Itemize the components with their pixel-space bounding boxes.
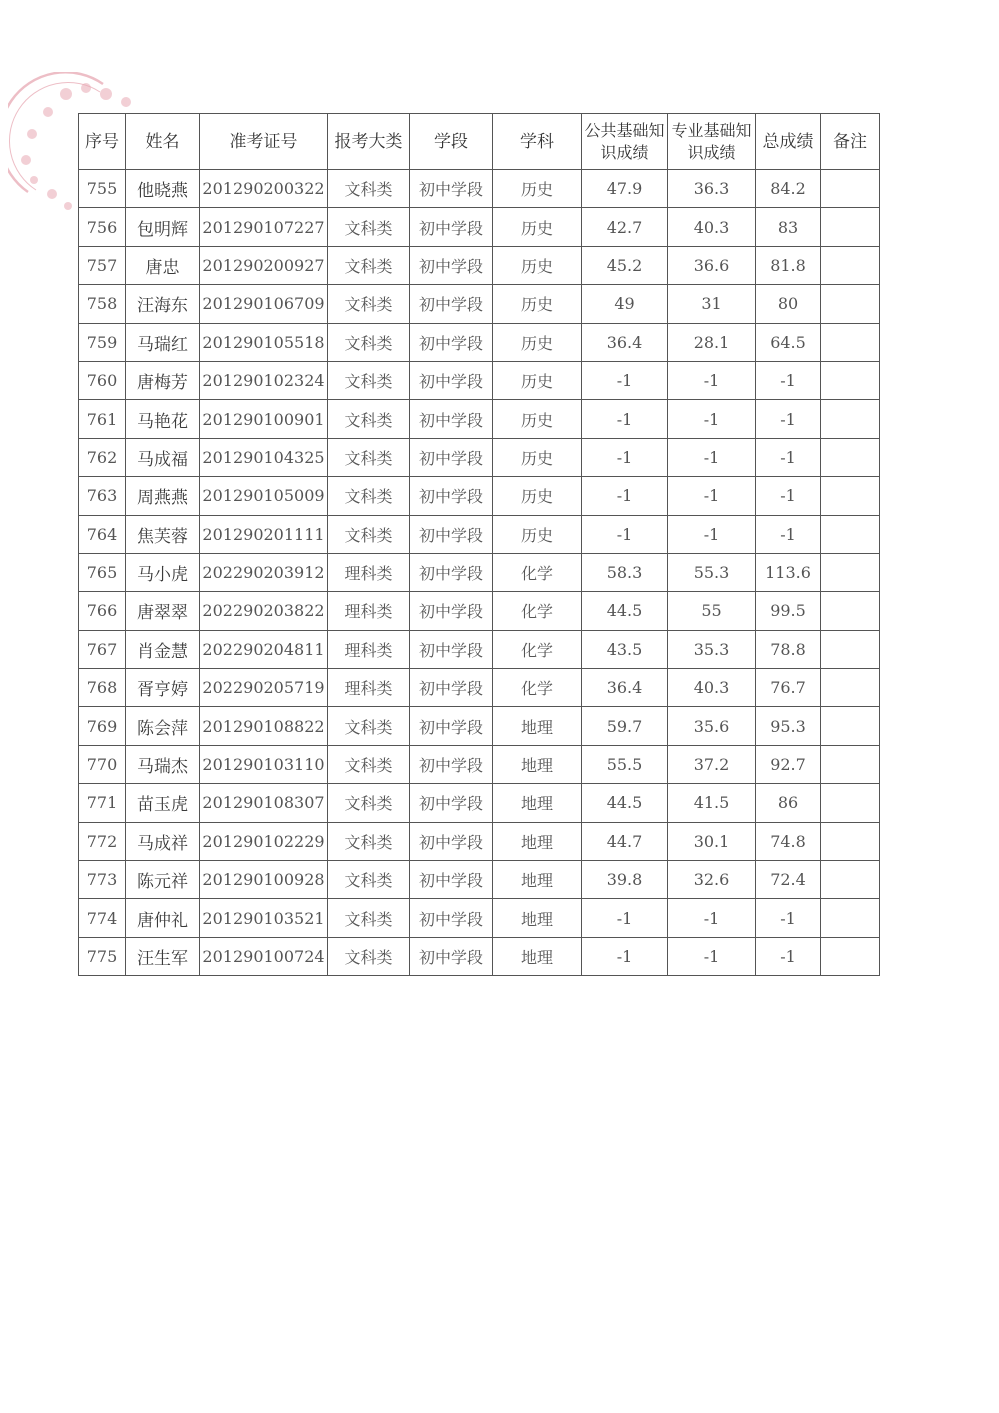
cell-exam-id: 201290100724 [200, 937, 328, 975]
cell-public-score: 59.7 [582, 707, 668, 745]
cell-exam-id: 202290204811 [200, 630, 328, 668]
header-stage: 学段 [410, 114, 493, 170]
cell-subject: 化学 [493, 630, 582, 668]
table-row [79, 553, 880, 591]
cell-name: 陈元祥 [126, 861, 200, 899]
cell-total: 99.5 [756, 592, 821, 630]
cell-public-score: -1 [582, 937, 668, 975]
cell-category: 文科类 [328, 438, 410, 476]
score-table [78, 113, 880, 976]
table-body [79, 170, 880, 976]
cell-seq: 765 [79, 553, 126, 591]
cell-subject: 地理 [493, 822, 582, 860]
cell-remarks [821, 899, 880, 937]
cell-professional-score: 30.1 [668, 822, 756, 860]
cell-public-score: 44.5 [582, 784, 668, 822]
cell-seq: 755 [79, 170, 126, 208]
cell-professional-score: -1 [668, 899, 756, 937]
table-row [79, 899, 880, 937]
cell-stage: 初中学段 [410, 438, 493, 476]
cell-total: 78.8 [756, 630, 821, 668]
cell-category: 理科类 [328, 553, 410, 591]
cell-subject: 地理 [493, 861, 582, 899]
cell-exam-id: 201290104325 [200, 438, 328, 476]
cell-name: 汪海东 [126, 285, 200, 323]
cell-exam-id: 202290205719 [200, 669, 328, 707]
cell-seq: 761 [79, 400, 126, 438]
header-exam-id: 准考证号 [200, 114, 328, 170]
cell-exam-id: 201290103521 [200, 899, 328, 937]
cell-exam-id: 202290203912 [200, 553, 328, 591]
cell-subject: 化学 [493, 669, 582, 707]
cell-exam-id: 201290201111 [200, 515, 328, 553]
cell-subject: 地理 [493, 745, 582, 783]
cell-stage: 初中学段 [410, 553, 493, 591]
cell-stage: 初中学段 [410, 323, 493, 361]
cell-stage: 初中学段 [410, 208, 493, 246]
cell-total: -1 [756, 515, 821, 553]
cell-public-score: -1 [582, 477, 668, 515]
cell-name: 马瑞杰 [126, 745, 200, 783]
cell-name: 包明辉 [126, 208, 200, 246]
cell-exam-id: 201290100901 [200, 400, 328, 438]
cell-public-score: 39.8 [582, 861, 668, 899]
cell-stage: 初中学段 [410, 707, 493, 745]
cell-name: 唐忠 [126, 246, 200, 284]
cell-remarks [821, 285, 880, 323]
cell-seq: 757 [79, 246, 126, 284]
cell-subject: 历史 [493, 170, 582, 208]
header-category: 报考大类 [328, 114, 410, 170]
cell-professional-score: 35.6 [668, 707, 756, 745]
cell-remarks [821, 400, 880, 438]
header-row [79, 114, 880, 170]
cell-name: 汪生军 [126, 937, 200, 975]
cell-category: 文科类 [328, 745, 410, 783]
cell-name: 马瑞红 [126, 323, 200, 361]
cell-seq: 767 [79, 630, 126, 668]
cell-total: 92.7 [756, 745, 821, 783]
cell-total: -1 [756, 937, 821, 975]
cell-remarks [821, 208, 880, 246]
cell-remarks [821, 937, 880, 975]
cell-name: 马小虎 [126, 553, 200, 591]
cell-total: 81.8 [756, 246, 821, 284]
cell-subject: 地理 [493, 707, 582, 745]
cell-total: 64.5 [756, 323, 821, 361]
table-row [79, 784, 880, 822]
cell-exam-id: 201290106709 [200, 285, 328, 323]
cell-total: -1 [756, 400, 821, 438]
cell-seq: 774 [79, 899, 126, 937]
cell-name: 马成祥 [126, 822, 200, 860]
cell-total: 74.8 [756, 822, 821, 860]
cell-public-score: -1 [582, 361, 668, 399]
cell-professional-score: 32.6 [668, 861, 756, 899]
cell-remarks [821, 861, 880, 899]
cell-professional-score: 55.3 [668, 553, 756, 591]
cell-name: 马艳花 [126, 400, 200, 438]
cell-public-score: 45.2 [582, 246, 668, 284]
cell-seq: 768 [79, 669, 126, 707]
cell-professional-score: 31 [668, 285, 756, 323]
cell-category: 文科类 [328, 899, 410, 937]
cell-name: 他晓燕 [126, 170, 200, 208]
cell-public-score: 55.5 [582, 745, 668, 783]
cell-professional-score: 35.3 [668, 630, 756, 668]
cell-subject: 历史 [493, 438, 582, 476]
table-row [79, 592, 880, 630]
cell-total: -1 [756, 477, 821, 515]
table-row [79, 937, 880, 975]
cell-public-score: -1 [582, 400, 668, 438]
cell-professional-score: 40.3 [668, 208, 756, 246]
cell-category: 文科类 [328, 208, 410, 246]
cell-total: 83 [756, 208, 821, 246]
cell-stage: 初中学段 [410, 477, 493, 515]
cell-stage: 初中学段 [410, 400, 493, 438]
cell-category: 文科类 [328, 400, 410, 438]
cell-name: 周燕燕 [126, 477, 200, 515]
cell-seq: 775 [79, 937, 126, 975]
cell-name: 马成福 [126, 438, 200, 476]
cell-total: 84.2 [756, 170, 821, 208]
cell-exam-id: 201290102229 [200, 822, 328, 860]
cell-exam-id: 201290107227 [200, 208, 328, 246]
cell-public-score: -1 [582, 438, 668, 476]
cell-stage: 初中学段 [410, 361, 493, 399]
cell-remarks [821, 477, 880, 515]
cell-remarks [821, 745, 880, 783]
cell-total: 86 [756, 784, 821, 822]
cell-remarks [821, 553, 880, 591]
cell-public-score: -1 [582, 515, 668, 553]
cell-subject: 历史 [493, 400, 582, 438]
cell-category: 文科类 [328, 937, 410, 975]
cell-category: 理科类 [328, 630, 410, 668]
header-remarks: 备注 [821, 114, 880, 170]
cell-stage: 初中学段 [410, 937, 493, 975]
cell-subject: 历史 [493, 285, 582, 323]
cell-stage: 初中学段 [410, 861, 493, 899]
table-row [79, 361, 880, 399]
cell-professional-score: 40.3 [668, 669, 756, 707]
table-row [79, 822, 880, 860]
table-row [79, 208, 880, 246]
cell-subject: 地理 [493, 937, 582, 975]
table-row [79, 170, 880, 208]
cell-public-score: 58.3 [582, 553, 668, 591]
cell-seq: 771 [79, 784, 126, 822]
cell-name: 胥亨婷 [126, 669, 200, 707]
cell-exam-id: 201290200927 [200, 246, 328, 284]
cell-subject: 历史 [493, 246, 582, 284]
cell-seq: 766 [79, 592, 126, 630]
cell-professional-score: -1 [668, 515, 756, 553]
cell-category: 文科类 [328, 477, 410, 515]
cell-name: 唐梅芳 [126, 361, 200, 399]
cell-professional-score: -1 [668, 477, 756, 515]
cell-remarks [821, 438, 880, 476]
cell-subject: 历史 [493, 477, 582, 515]
cell-public-score: 42.7 [582, 208, 668, 246]
cell-exam-id: 201290108307 [200, 784, 328, 822]
cell-seq: 772 [79, 822, 126, 860]
cell-subject: 历史 [493, 361, 582, 399]
cell-professional-score: -1 [668, 438, 756, 476]
cell-seq: 759 [79, 323, 126, 361]
cell-subject: 历史 [493, 208, 582, 246]
cell-remarks [821, 784, 880, 822]
cell-exam-id: 201290105518 [200, 323, 328, 361]
cell-subject: 地理 [493, 899, 582, 937]
cell-stage: 初中学段 [410, 246, 493, 284]
cell-category: 文科类 [328, 323, 410, 361]
table-row [79, 285, 880, 323]
cell-remarks [821, 822, 880, 860]
cell-remarks [821, 630, 880, 668]
cell-exam-id: 201290108822 [200, 707, 328, 745]
cell-name: 唐仲礼 [126, 899, 200, 937]
cell-professional-score: 55 [668, 592, 756, 630]
table-row [79, 515, 880, 553]
cell-subject: 地理 [493, 784, 582, 822]
cell-exam-id: 202290203822 [200, 592, 328, 630]
table-row [79, 400, 880, 438]
cell-stage: 初中学段 [410, 515, 493, 553]
cell-professional-score: 37.2 [668, 745, 756, 783]
cell-seq: 773 [79, 861, 126, 899]
cell-exam-id: 201290200322 [200, 170, 328, 208]
cell-remarks [821, 515, 880, 553]
cell-category: 理科类 [328, 669, 410, 707]
cell-total: 95.3 [756, 707, 821, 745]
cell-total: -1 [756, 438, 821, 476]
cell-seq: 760 [79, 361, 126, 399]
cell-stage: 初中学段 [410, 630, 493, 668]
cell-category: 文科类 [328, 246, 410, 284]
cell-category: 文科类 [328, 515, 410, 553]
cell-subject: 化学 [493, 553, 582, 591]
header-name: 姓名 [126, 114, 200, 170]
cell-category: 文科类 [328, 861, 410, 899]
header-professional-score: 专业基础知识成绩 [668, 114, 756, 170]
cell-stage: 初中学段 [410, 899, 493, 937]
cell-remarks [821, 592, 880, 630]
table-row [79, 707, 880, 745]
cell-category: 文科类 [328, 707, 410, 745]
header-total: 总成绩 [756, 114, 821, 170]
cell-remarks [821, 669, 880, 707]
cell-seq: 764 [79, 515, 126, 553]
cell-category: 文科类 [328, 822, 410, 860]
cell-stage: 初中学段 [410, 170, 493, 208]
cell-seq: 770 [79, 745, 126, 783]
cell-exam-id: 201290100928 [200, 861, 328, 899]
table-row [79, 246, 880, 284]
cell-stage: 初中学段 [410, 745, 493, 783]
cell-professional-score: 36.3 [668, 170, 756, 208]
cell-category: 文科类 [328, 361, 410, 399]
cell-seq: 756 [79, 208, 126, 246]
cell-stage: 初中学段 [410, 669, 493, 707]
cell-stage: 初中学段 [410, 822, 493, 860]
cell-name: 焦芙蓉 [126, 515, 200, 553]
cell-public-score: 36.4 [582, 323, 668, 361]
cell-total: -1 [756, 361, 821, 399]
cell-total: 113.6 [756, 553, 821, 591]
cell-total: 72.4 [756, 861, 821, 899]
cell-seq: 769 [79, 707, 126, 745]
cell-name: 唐翠翠 [126, 592, 200, 630]
table-row [79, 745, 880, 783]
cell-subject: 历史 [493, 323, 582, 361]
cell-exam-id: 201290103110 [200, 745, 328, 783]
cell-exam-id: 201290105009 [200, 477, 328, 515]
table-row [79, 861, 880, 899]
cell-professional-score: 28.1 [668, 323, 756, 361]
cell-public-score: 44.7 [582, 822, 668, 860]
cell-public-score: 47.9 [582, 170, 668, 208]
cell-professional-score: -1 [668, 400, 756, 438]
cell-total: 80 [756, 285, 821, 323]
cell-public-score: 49 [582, 285, 668, 323]
cell-category: 文科类 [328, 784, 410, 822]
cell-professional-score: -1 [668, 361, 756, 399]
cell-remarks [821, 323, 880, 361]
table-row [79, 477, 880, 515]
table-row [79, 438, 880, 476]
header-public-score: 公共基础知识成绩 [582, 114, 668, 170]
table-row [79, 323, 880, 361]
cell-public-score: -1 [582, 899, 668, 937]
cell-professional-score: 41.5 [668, 784, 756, 822]
cell-professional-score: 36.6 [668, 246, 756, 284]
cell-professional-score: -1 [668, 937, 756, 975]
cell-public-score: 44.5 [582, 592, 668, 630]
cell-name: 陈会萍 [126, 707, 200, 745]
cell-remarks [821, 361, 880, 399]
header-subject: 学科 [493, 114, 582, 170]
cell-remarks [821, 246, 880, 284]
cell-seq: 758 [79, 285, 126, 323]
cell-category: 文科类 [328, 285, 410, 323]
cell-public-score: 43.5 [582, 630, 668, 668]
cell-remarks [821, 707, 880, 745]
cell-stage: 初中学段 [410, 592, 493, 630]
cell-subject: 化学 [493, 592, 582, 630]
cell-seq: 762 [79, 438, 126, 476]
cell-name: 肖金慧 [126, 630, 200, 668]
cell-remarks [821, 170, 880, 208]
cell-stage: 初中学段 [410, 784, 493, 822]
cell-total: 76.7 [756, 669, 821, 707]
cell-total: -1 [756, 899, 821, 937]
cell-subject: 历史 [493, 515, 582, 553]
cell-category: 文科类 [328, 170, 410, 208]
cell-stage: 初中学段 [410, 285, 493, 323]
cell-name: 苗玉虎 [126, 784, 200, 822]
cell-exam-id: 201290102324 [200, 361, 328, 399]
cell-public-score: 36.4 [582, 669, 668, 707]
cell-category: 理科类 [328, 592, 410, 630]
table-row [79, 669, 880, 707]
cell-seq: 763 [79, 477, 126, 515]
header-seq: 序号 [79, 114, 126, 170]
table-row [79, 630, 880, 668]
